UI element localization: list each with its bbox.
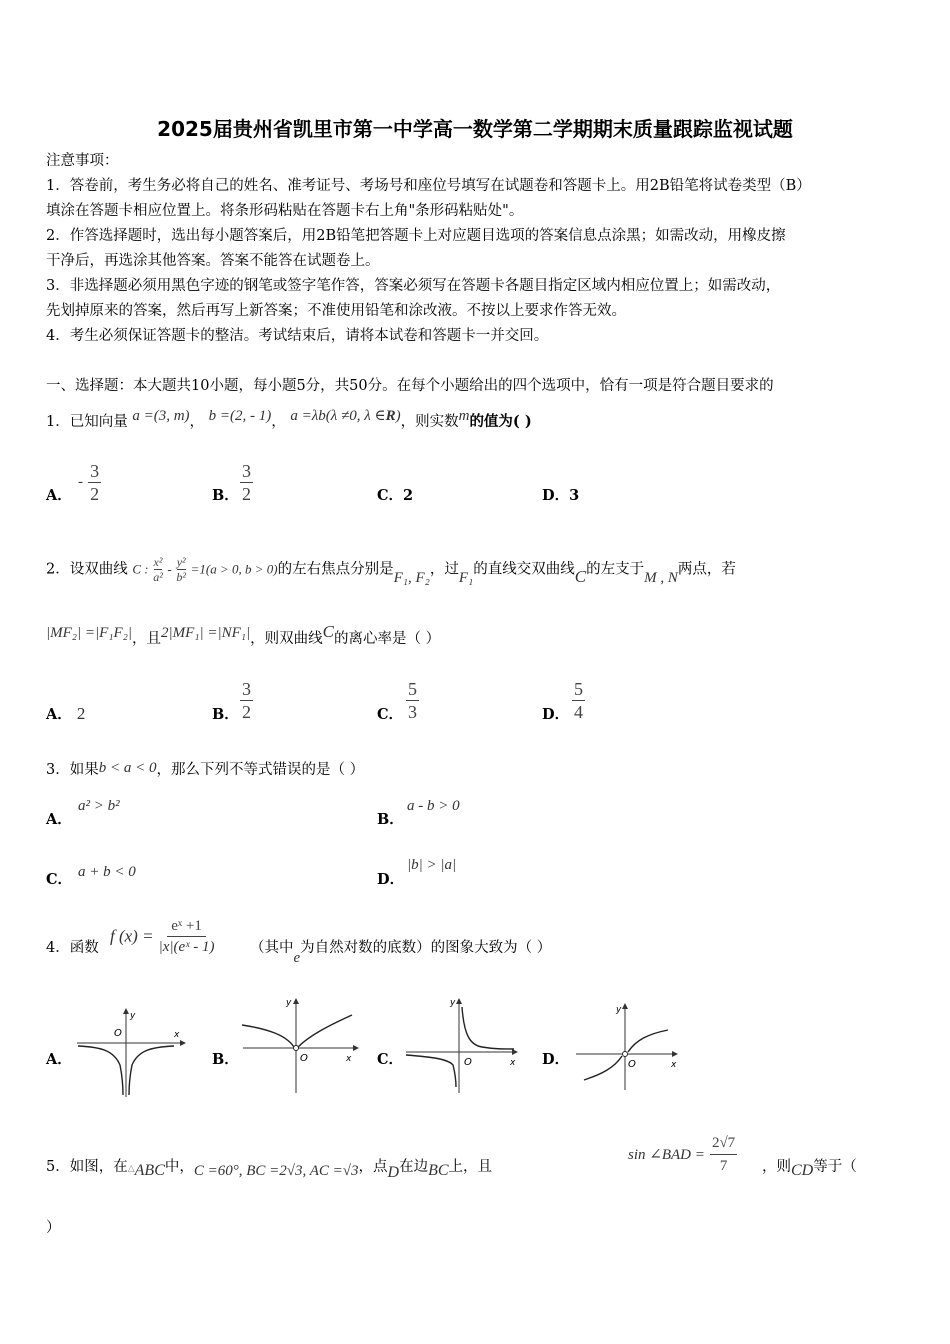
svg-text:y: y — [286, 998, 292, 1008]
option-a: A． — [46, 811, 72, 828]
option-b-value: $\frac{3}{2}$ — [242, 679, 251, 722]
axis-origin: O — [114, 1028, 122, 1039]
math-vector-a: a =(3, m) — [132, 408, 190, 424]
option-d: D． — [377, 871, 405, 888]
svg-text:O: O — [628, 1059, 636, 1070]
notice-line: 1．答卷前，考生务必将自己的姓名、准考证号、考场号和座位号填写在试题卷和答题卡上。用2B铅笔将试卷类型（B） — [46, 178, 811, 194]
option-a: A． — [46, 487, 72, 504]
question-number: 2． — [46, 561, 70, 578]
notice-line: 干净后，再选涂其他答案。答案不能答在试题卷上。 — [46, 253, 380, 269]
option-b-value: a - b > 0 — [407, 798, 460, 814]
question-1: 1．已知向量 a =(3, m)， b =(2, - 1)， a =λb(λ ≠0, λ ∈R)，则实数m的值为( ) — [46, 408, 532, 430]
notice-line: 填涂在答题卡相应位置上。将条形码粘贴在答题卡右上角"条形码粘贴处"。 — [46, 203, 524, 219]
option-d: D． — [542, 706, 570, 723]
page-title: 2025届贵州省凯里市第一中学高一数学第二学期期末质量跟踪监视试题 — [157, 117, 793, 141]
question-5-cont: ，则CD等于（ — [762, 1159, 857, 1179]
option-d-value: $\frac{5}{4}$ — [574, 679, 583, 722]
svg-text:x: x — [510, 1058, 516, 1068]
notice-line: 先划掉原来的答案，然后再写上新答案；不准使用铅笔和涂改液。不按以上要求作答无效。 — [46, 303, 626, 319]
option-a: A． 2 — [46, 704, 86, 723]
svg-text:x: x — [671, 1060, 677, 1070]
function-formula: f (x) = $\frac{\text{eˣ +1}}{\text{|x|(eˣ - 1)}}$ — [110, 918, 215, 955]
question-3: 3．如果b < a < 0，那么下列不等式错误的是（ ） — [46, 760, 365, 778]
option-d: D． — [542, 1051, 570, 1068]
question-2: 2．设双曲线 C : $\frac{\text{x²}}{\text{a²}}$ - $\frac{\text{y²}}{\text{b²}}$ =1(a > 0, b > 0)的左右焦点分别是F₁, F₂，过F₁的直线交双曲线C的左支于M , N两点，若 — [46, 555, 736, 586]
question-5: 5．如图，在△ABC中，C =60°, BC =2√3, AC =√3，点D在边BC上，且 — [46, 1159, 493, 1181]
notice-heading: 注意事项： — [46, 153, 119, 169]
graph-option-d — [572, 1000, 687, 1092]
svg-text:x: x — [346, 1054, 352, 1064]
option-b: B． — [377, 811, 404, 828]
svg-text:O: O — [300, 1053, 308, 1064]
svg-text:y: y — [450, 998, 456, 1008]
svg-text:y: y — [130, 1011, 136, 1021]
option-c: C． — [377, 1051, 404, 1068]
option-a-value: a² > b² — [78, 798, 120, 814]
option-a-value: - $\frac{3}{2}$ — [78, 461, 100, 504]
section-heading: 一、选择题：本大题共10小题，每小题5分，共50分。在每个小题给出的四个选项中，恰有一项是符合题目要求的 — [46, 378, 774, 394]
question-5-close: ） — [46, 1220, 61, 1236]
option-d-value: |b| > |a| — [407, 857, 457, 873]
option-b: B． — [212, 1051, 239, 1068]
option-c-value: $\frac{5}{3}$ — [408, 679, 417, 722]
question-number: 1． — [46, 414, 70, 430]
option-c: C． — [377, 706, 404, 723]
notice-line: 4．考生必须保证答题卡的整洁。考试结束后，请将本试卷和答题卡一并交回。 — [46, 328, 549, 344]
svg-text:O: O — [464, 1057, 472, 1068]
notice-line: 3．非选择题必须用黑色字迹的钢笔或签字笔作答，答案必须写在答题卡各题目指定区域内相应位置上；如需改动， — [46, 278, 781, 294]
question-number: 4． — [46, 940, 70, 956]
sin-expression: sin ∠BAD = $\frac{2√7}{7}$ — [628, 1132, 737, 1177]
graph-option-a — [72, 1005, 187, 1100]
graph-option-c — [402, 995, 527, 1095]
math-vector-b: b =(2, - 1) — [208, 408, 272, 424]
math-condition: a =λb(λ ≠0, λ ∈R) — [290, 408, 401, 424]
notice-line: 2．作答选择题时，选出每小题答案后，用2B铅笔把答题卡上对应题目选项的答案信息点涂黑；如需改动，用橡皮擦 — [46, 228, 786, 244]
option-a: A． — [46, 1051, 72, 1068]
question-2-cont: |MF₂| =|F₁F₂|，且2|MF₁| =|NF₁|，则双曲线C的离心率是（ ） — [46, 622, 441, 647]
question-number: 3． — [46, 762, 70, 778]
option-b: B． — [212, 706, 239, 723]
svg-text:y: y — [616, 1005, 622, 1015]
svg-text:x: x — [174, 1030, 180, 1040]
question-number: 5． — [46, 1159, 70, 1175]
option-c-value: a + b < 0 — [78, 864, 136, 880]
option-c: C．2 — [377, 487, 414, 504]
option-b: B． — [212, 487, 239, 504]
graph-option-b — [238, 995, 363, 1095]
option-c: C． — [46, 871, 73, 888]
question-4-cont: （其中e为自然对数的底数）的图象大致为（ ） — [250, 940, 552, 966]
option-b-value: $\frac{3}{2}$ — [242, 461, 251, 504]
option-d: D．3 — [542, 487, 580, 504]
question-4: 4．函数 — [46, 940, 99, 956]
